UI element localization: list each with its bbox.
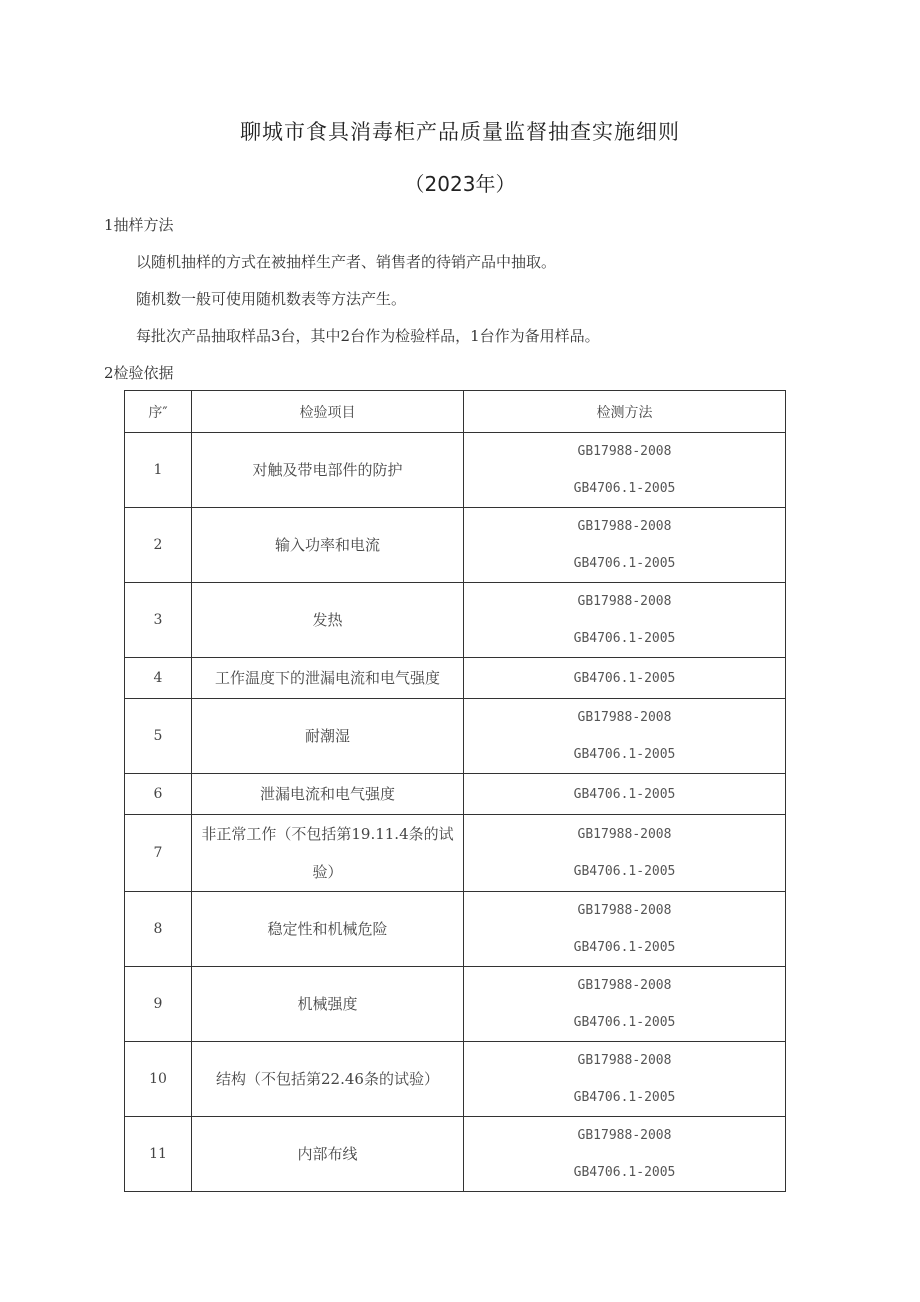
header-item: 检验项目 xyxy=(192,391,464,433)
row-methods xyxy=(464,658,786,699)
header-method: 检测方法 xyxy=(464,391,786,433)
row-index: 7 xyxy=(125,815,192,892)
method-standard: GB4706.1-2005 xyxy=(573,747,676,762)
table-row xyxy=(125,433,786,508)
table-row xyxy=(125,508,786,583)
row-methods xyxy=(464,892,786,967)
inspection-table xyxy=(124,390,786,1192)
row-index: 10 xyxy=(125,1042,192,1117)
section-heading-basis: 2检验依据 xyxy=(104,364,174,382)
method-standard: GB4706.1-2005 xyxy=(573,481,676,496)
row-index: 6 xyxy=(125,774,192,815)
method-standard: GB17988-2008 xyxy=(577,1128,672,1143)
method-standard: GB4706.1-2005 xyxy=(573,556,676,571)
row-index: 3 xyxy=(125,583,192,658)
method-standard: GB4706.1-2005 xyxy=(573,1165,676,1180)
row-item: 结构（不包括第22.46条的试验） xyxy=(192,1042,464,1117)
row-item: 非正常工作（不包括第19.11.4条的试验） xyxy=(192,815,464,892)
row-methods xyxy=(464,967,786,1042)
method-standard: GB4706.1-2005 xyxy=(573,940,676,955)
row-item: 耐潮湿 xyxy=(192,699,464,774)
table-row xyxy=(125,967,786,1042)
method-standard: GB17988-2008 xyxy=(577,1053,672,1068)
row-item: 稳定性和机械危险 xyxy=(192,892,464,967)
row-item: 泄漏电流和电气强度 xyxy=(192,774,464,815)
document-title: 聊城市食具消毒柜产品质量监督抽查实施细则 xyxy=(240,120,680,144)
row-item: 对触及带电部件的防护 xyxy=(192,433,464,508)
table-row xyxy=(125,658,786,699)
row-item: 内部布线 xyxy=(192,1117,464,1192)
table-row xyxy=(125,583,786,658)
row-index: 4 xyxy=(125,658,192,699)
sampling-paragraph: 每批次产品抽取样品3台，其中2台作为检验样品，1台作为备用样品。 xyxy=(136,327,600,345)
method-standard: GB17988-2008 xyxy=(577,519,672,534)
sampling-paragraph: 以随机抽样的方式在被抽样生产者、销售者的待销产品中抽取。 xyxy=(136,253,557,271)
document-year: （2023年） xyxy=(404,172,516,196)
table-row xyxy=(125,815,786,892)
row-methods xyxy=(464,774,786,815)
method-standard: GB4706.1-2005 xyxy=(573,1015,676,1030)
method-standard: GB17988-2008 xyxy=(577,903,672,918)
sampling-paragraph: 随机数一般可使用随机数表等方法产生。 xyxy=(136,290,407,308)
section-heading-sampling: 1抽样方法 xyxy=(104,216,174,234)
table-row xyxy=(125,774,786,815)
method-standard: GB4706.1-2005 xyxy=(573,864,676,879)
header-index: 序″ xyxy=(125,391,192,433)
row-index: 9 xyxy=(125,967,192,1042)
row-item: 输入功率和电流 xyxy=(192,508,464,583)
row-methods xyxy=(464,583,786,658)
row-methods xyxy=(464,508,786,583)
method-standard: GB4706.1-2005 xyxy=(573,1090,676,1105)
row-item: 机械强度 xyxy=(192,967,464,1042)
row-methods xyxy=(464,1117,786,1192)
method-standard: GB17988-2008 xyxy=(577,978,672,993)
row-index: 2 xyxy=(125,508,192,583)
row-item: 工作温度下的泄漏电流和电气强度 xyxy=(192,658,464,699)
table-body xyxy=(125,433,786,1192)
row-methods xyxy=(464,699,786,774)
table-row xyxy=(125,1117,786,1192)
table-header-row xyxy=(125,391,786,433)
row-index: 8 xyxy=(125,892,192,967)
table-row xyxy=(125,892,786,967)
method-standard: GB17988-2008 xyxy=(577,710,672,725)
row-methods xyxy=(464,815,786,892)
row-index: 11 xyxy=(125,1117,192,1192)
method-standard: GB4706.1-2005 xyxy=(573,786,676,802)
row-methods xyxy=(464,433,786,508)
row-index: 1 xyxy=(125,433,192,508)
row-index: 5 xyxy=(125,699,192,774)
method-standard: GB17988-2008 xyxy=(577,594,672,609)
method-standard: GB4706.1-2005 xyxy=(573,670,676,686)
row-methods xyxy=(464,1042,786,1117)
table-row xyxy=(125,699,786,774)
row-item: 发热 xyxy=(192,583,464,658)
table-row xyxy=(125,1042,786,1117)
method-standard: GB17988-2008 xyxy=(577,444,672,459)
method-standard: GB17988-2008 xyxy=(577,827,672,842)
method-standard: GB4706.1-2005 xyxy=(573,631,676,646)
